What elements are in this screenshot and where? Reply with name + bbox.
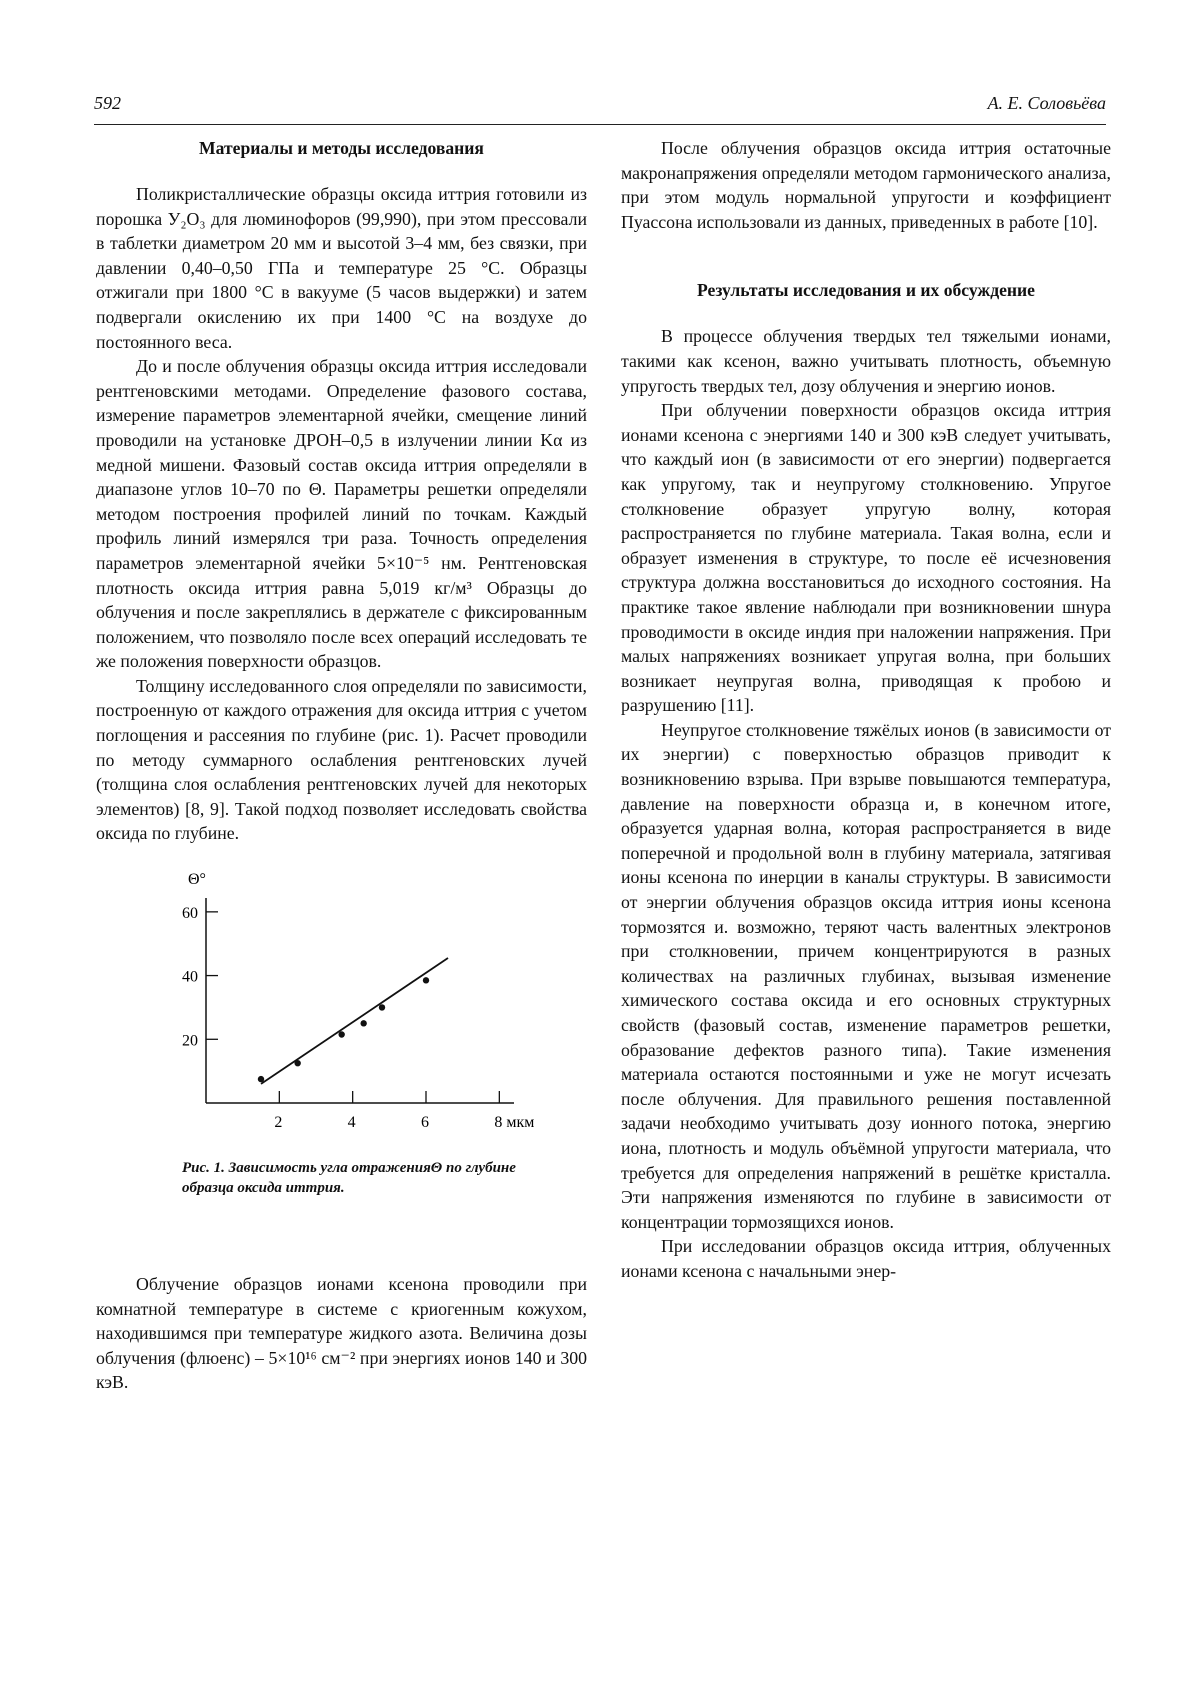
x-tick-label: 2	[274, 1114, 283, 1132]
x-tick-label: 4	[347, 1114, 356, 1132]
section-heading-results: Результаты исследования и их обсуждение	[697, 280, 1035, 301]
y-tick-label: 40	[182, 968, 198, 986]
data-point	[379, 1004, 385, 1010]
paragraph: До и после облучения образцы оксида иттрия исследовали рентгеновскими методами. Определение фазового состава, измерение параметров элементарной ячейки, смещение линий проводили на установке ДРОН–0,5 в излучении линии Kα из медной мишени. Фазовый состав оксида иттрия определяли в диапазоне углов 10–70 по Θ. Параметры решетки определяли методом построения профилей линий по точкам. Каждый профиль линий измерялся три раза. Точность определения параметров элементарной ячейки 5×10⁻⁵ нм. Рентгеновская плотность оксида иттрия равна 5,019 кг/м³ Образцы до облучения и после закреплялись в держателе с фиксированным положением, что позволяло после всех операций исследовать те же положения поверхности образцов.	[96, 356, 587, 672]
data-point	[258, 1076, 264, 1082]
paragraph: Поликристаллические образцы оксида иттрия готовили из порошка У₂О₃ для люминофоров (99,990), при этом прессовали в таблетки диаметром 20 мм и высотой 3–4 мм, без связки, при давлении 0,40–0,50 ГПа и температуре 25 °С. Образцы отжигали при 1800 °С в вакууме (5 часов выдержки) и затем подвергали окислению их при 1400 °С на воздухе до постоянного веса.	[96, 184, 587, 352]
y-tick-label: 20	[182, 1032, 198, 1050]
data-point	[423, 977, 429, 983]
chart	[96, 860, 587, 1150]
left-column	[96, 136, 587, 1395]
header-rule	[94, 124, 1106, 125]
section-heading-methods: Материалы и методы исследования	[199, 138, 484, 158]
fit-line	[261, 958, 448, 1084]
figure-1	[96, 860, 587, 1230]
x-tick-label: 8 мкм	[494, 1114, 535, 1132]
figure-caption: Рис. 1. Зависимость угла отраженияΘ по глубине образца оксида иттрия.	[182, 1160, 516, 1197]
paragraph: При исследовании образцов оксида иттрия, облученных ионами ксенона с начальными энер-	[621, 1236, 1111, 1281]
paragraph: Толщину исследованного слоя определяли по зависимости, построенную от каждого отражения для оксида иттрия с учетом поглощения и рассеяния по глубине (рис. 1). Расчет проводили по методу суммарного ослабления рентгеновских лучей (толщина слоя ослабления рентгеновских лучей для некоторых элементов) [8, 9]. Такой подход позволяет исследовать свойства оксида по глубине.	[96, 675, 587, 844]
x-tick-label: 6	[421, 1114, 429, 1132]
y-axis-label: Θ°	[188, 871, 206, 889]
y-tick-label: 60	[182, 904, 198, 922]
paragraph: После облучения образцов оксида иттрия остаточные макронапряжения определяли методом гармонического анализа, при этом модуль нормальной упругости и коэффициент Пуассона использовали из данных, приведенных в работе [10].	[621, 138, 1111, 232]
data-point	[360, 1020, 366, 1026]
paragraph: При облучении поверхности образцов оксида иттрия ионами ксенона с энергиями 140 и 300 кэВ следует учитывать, что каждый ион (в зависимости от его энергии) подвергается как упругому, так и неупругому столкновению. Упругое столкновение образует упругую волну, которая распространяется по глубине материала. Такая волна, если и образует изменения в структуре, то после её исчезновения структура должна восстановиться до исходного состояния. На практике такое явление наблюдали при возникновении шнура проводимости в оксиде индия при наложении напряжения. При малых напряжениях возникает упругая волна, при больших возникает неупругая волна, приводящая к пробою и разрушению [11].	[621, 400, 1111, 716]
paragraph: В процессе облучения твердых тел тяжелыми ионами, такими как ксенон, важно учитывать плотность, объемную упругость твердых тел, дозу облучения и энергию ионов.	[621, 326, 1111, 396]
paragraph: Облучение образцов ионами ксенона проводили при комнатной температуре в системе с криогенным кожухом, находившимся при температуре жидкого азота. Величина дозы облучения (флюенс) – 5×10¹⁶ см⁻² при энергиях ионов 140 и 300 кэВ.	[96, 1274, 587, 1393]
author-name: А. Е. Соловьёва	[987, 93, 1106, 113]
data-point	[294, 1060, 300, 1066]
right-column	[621, 136, 1111, 1284]
data-point	[338, 1031, 344, 1037]
page-number: 592	[94, 93, 121, 113]
paragraph: Неупругое столкновение тяжёлых ионов (в зависимости от их энергии) с поверхностью образцов приводит к возникновению взрыва. При взрыве повышаются температура, давление на поверхности образца и, в конечном итоге, образуется ударная волна, которая распространяется в виде поперечной и продольной волн в глубину материала, затягивая ионы ксенона по инерции в каналы структуры. В зависимости от энергии облучения образцов оксида иттрия ионы ксенона тормозятся и. возможно, теряют часть валентных электронов при столкновении, причем концентрируются в разных количествах на различных глубинах, вызывая изменение химического состава оксида и его основных структурных свойств (фазовый состав, изменение параметров решетки, образование дефектов разного типа). Такие изменения материала остаются постоянными и уже не могут исчезать после облучения. Для правильного решения поставленной задачи необходимо учитывать дозу ионного потока, энергию иона, плотность и модуль объёмной упругости материала, что требуется для определения напряжений в решётке кристалла. Эти напряжения изменяются по глубине в зависимости от концентрации тормозящихся ионов.	[621, 719, 1111, 1232]
